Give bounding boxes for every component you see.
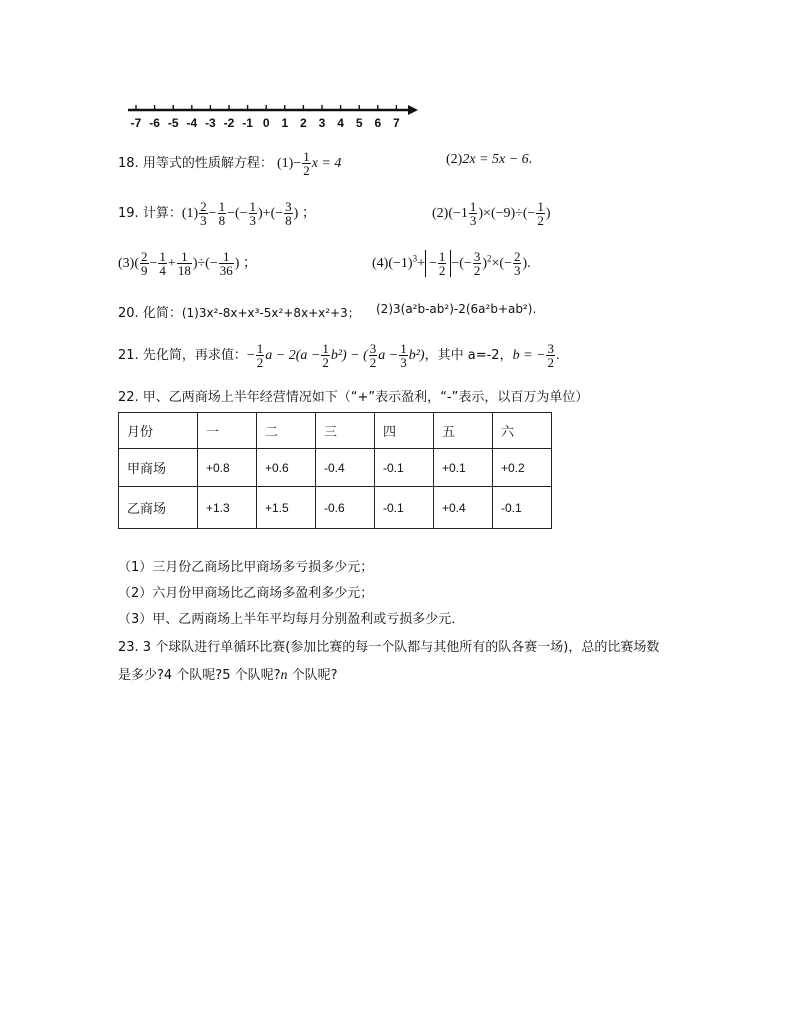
- frac-num: 1: [218, 199, 226, 214]
- q18-frac-num: 1: [303, 149, 310, 164]
- table-cell: +1.5: [257, 487, 316, 529]
- number-line-label: 2: [300, 116, 307, 130]
- question-19-part3: [118, 250, 257, 277]
- number-line-label: 0: [262, 116, 270, 130]
- q20-number: 20.: [118, 306, 139, 321]
- operator: )×(−9)÷(−: [478, 206, 536, 221]
- frac-den: 3: [400, 355, 407, 370]
- frac-den: 8: [218, 213, 226, 228]
- operator: ) ；: [293, 206, 316, 221]
- q18-part1-rest: x = 4: [311, 156, 342, 171]
- number-line-label: -7: [130, 116, 142, 130]
- frac-den: 36: [219, 263, 233, 278]
- table-cell: -0.6: [316, 487, 375, 529]
- frac-num: 2: [141, 249, 148, 264]
- question-18-part2: [446, 152, 532, 168]
- q18-frac-den: 2: [303, 163, 310, 178]
- frac-den: 2: [537, 213, 544, 228]
- frac-den: 2: [438, 263, 446, 278]
- number-line-label: -5: [167, 116, 179, 130]
- frac-num: 2: [513, 249, 521, 264]
- number-line-label: -1: [242, 116, 253, 130]
- q18-fraction: [302, 150, 311, 177]
- q23-variable-n: n: [280, 668, 288, 683]
- operator: −: [208, 206, 217, 221]
- q20-part1: (1)3x²-8x+x³-5x²+8x+x²+3；: [181, 306, 360, 320]
- frac-num: 3: [285, 199, 292, 214]
- number-line: [120, 98, 420, 134]
- q21-condition: ，其中 a=-2，: [424, 348, 513, 363]
- q19-p1-frac-d: [284, 200, 293, 227]
- table-cell: -0.1: [375, 487, 434, 529]
- expression-part: a −: [378, 348, 399, 363]
- question-19-part2: [432, 200, 551, 227]
- operator: )÷(−: [192, 256, 218, 271]
- profit-table: [118, 412, 552, 529]
- table-header-cell: 月份: [119, 413, 198, 449]
- frac-num: 1: [322, 341, 329, 356]
- operator: −: [149, 256, 158, 271]
- q21-frac-a: [256, 342, 265, 369]
- operator: −: [428, 256, 437, 271]
- table-cell: +0.8: [198, 449, 257, 487]
- frac-den: 2: [256, 355, 264, 370]
- table-cell: +0.4: [434, 487, 493, 529]
- q23-line-1: 23. 3 个球队进行单循环比赛(参加比赛的每一个队都与其他所有的队各赛一场)，总的比赛场数: [118, 640, 660, 655]
- question-18: [118, 150, 341, 177]
- q19-prompt: 计算：: [142, 206, 182, 221]
- frac-den: 3: [469, 213, 477, 228]
- power-exponent: 2: [487, 253, 492, 264]
- table-cell: +0.1: [434, 449, 493, 487]
- table-cell: -0.1: [375, 449, 434, 487]
- q21-frac-d: [399, 342, 408, 369]
- frac-num: 1: [469, 199, 477, 214]
- table-row: [119, 449, 552, 487]
- frac-num: 1: [159, 249, 166, 264]
- q21-b-equals: b = −: [512, 348, 546, 363]
- frac-num: 3: [473, 249, 481, 264]
- operator: −: [246, 348, 255, 363]
- q18-part1-minus: −: [293, 156, 302, 171]
- frac-den: 4: [159, 263, 166, 278]
- frac-num: 1: [256, 341, 264, 356]
- frac-num: 1: [181, 249, 188, 264]
- q19-p3-frac-c: [177, 250, 192, 277]
- q21-frac-b: [321, 342, 330, 369]
- table-cell: +0.6: [257, 449, 316, 487]
- question-19-part4: [372, 250, 531, 277]
- operator: (−1: [448, 206, 468, 221]
- frac-num: 1: [249, 199, 257, 214]
- q18-number: 18.: [118, 156, 139, 171]
- number-line-label: -2: [223, 116, 235, 130]
- operator: −(−: [227, 206, 248, 221]
- q19-part1-label: (1): [181, 206, 199, 221]
- frac-den: 8: [285, 213, 292, 228]
- q23-line-2-start: 是多少?4 个队呢?5 个队呢?: [118, 668, 281, 683]
- expression-part: a − 2(a −: [265, 348, 321, 363]
- table-row: [119, 487, 552, 529]
- operator: ).: [522, 256, 531, 271]
- table-cell: +0.2: [493, 449, 552, 487]
- number-line-label: 6: [374, 116, 382, 130]
- question-20: [118, 302, 360, 321]
- power-exponent: 3: [412, 253, 418, 264]
- q21-frac-c: [369, 342, 378, 369]
- expression-part: b²): [408, 348, 425, 363]
- operator: −(−: [451, 256, 472, 271]
- operator: ): [545, 206, 551, 221]
- table-cell: -0.1: [493, 487, 552, 529]
- q21-frac-b-value: [546, 342, 555, 369]
- operator: ×(−: [491, 256, 512, 271]
- absolute-value: [425, 250, 451, 277]
- table-header-cell: 三: [316, 413, 375, 449]
- number-line-label: 5: [355, 116, 363, 130]
- q18-part2-label: (2): [446, 152, 463, 167]
- question-19: [118, 200, 316, 227]
- number-line-label: 3: [318, 116, 326, 130]
- number-line-label: -4: [186, 116, 198, 130]
- frac-den: 2: [322, 355, 329, 370]
- q18-part2-end: .: [528, 152, 533, 167]
- q19-p4-frac-abs: [438, 250, 447, 277]
- number-line-label: -3: [205, 116, 216, 130]
- number-line-label: -6: [149, 116, 160, 130]
- frac-den: 3: [249, 213, 257, 228]
- table-cell: +1.3: [198, 487, 257, 529]
- table-header-cell: 五: [434, 413, 493, 449]
- q19-p1-frac-a: [199, 200, 208, 227]
- frac-den: 2: [547, 355, 554, 370]
- frac-den: 9: [141, 263, 148, 278]
- frac-num: 2: [200, 199, 207, 214]
- table-row-label: 乙商场: [119, 487, 198, 529]
- frac-num: 1: [400, 341, 407, 356]
- frac-den: 3: [200, 213, 207, 228]
- expression-part: b²) − (: [330, 348, 368, 363]
- q19-p3-frac-a: [140, 250, 149, 277]
- operator: .: [555, 348, 560, 363]
- power-base: (−1): [388, 256, 413, 271]
- q20-prompt: 化简：: [142, 306, 182, 321]
- frac-num: 1: [222, 249, 230, 264]
- operator: ) ；: [234, 256, 257, 271]
- frac-den: 2: [473, 263, 481, 278]
- q18-part2-expr: 2x = 5x − 6: [462, 152, 529, 167]
- q22-subquestion-1: （1）三月份乙商场比甲商场多亏损多少元；: [118, 560, 374, 575]
- q19-p1-frac-b: [218, 200, 227, 227]
- q19-part3-label: (3)(: [118, 256, 139, 271]
- frac-num: 3: [369, 341, 377, 356]
- q22-intro: 22. 甲、乙两商场上半年经营情况如下（“+”表示盈利，“-”表示，以百万为单位）: [118, 390, 589, 405]
- q23-line-2-end: 个队呢?: [287, 668, 338, 683]
- table-row-label: 甲商场: [119, 449, 198, 487]
- number-line-label: 4: [337, 116, 344, 130]
- q18-prompt: 用等式的性质解方程：: [142, 156, 273, 171]
- operator: +: [167, 256, 176, 271]
- q23-line-2: [118, 664, 338, 684]
- question-21: [118, 342, 559, 369]
- q19-p2-frac-f: [469, 200, 478, 227]
- frac-num: 1: [438, 249, 446, 264]
- table-header-cell: 二: [257, 413, 316, 449]
- q19-part2-label: (2): [432, 206, 449, 221]
- frac-den: 18: [177, 263, 191, 278]
- table-header-cell: 四: [375, 413, 434, 449]
- q20-part2: (2)3(a²b-ab²)-2(6a²b+ab²).: [376, 302, 537, 316]
- q22-subquestion-3: （3）甲、乙两商场上半年平均每月分别盈利或亏损多少元．: [118, 612, 465, 627]
- q19-p3-frac-b: [158, 250, 167, 277]
- q19-p4-frac-f: [513, 250, 522, 277]
- operator: ): [482, 256, 487, 271]
- table-header-cell: 一: [198, 413, 257, 449]
- q21-prompt: 先化简，再求值：: [142, 348, 247, 363]
- frac-num: 1: [537, 199, 544, 214]
- q21-number: 21.: [118, 348, 139, 363]
- q19-p1-frac-c: [249, 200, 258, 227]
- q18-part1-label: (1): [276, 156, 294, 171]
- q22-subquestion-2: （2）六月份甲商场比乙商场多盈利多少元；: [118, 586, 374, 601]
- table-header-cell: 六: [493, 413, 552, 449]
- frac-den: 2: [369, 355, 377, 370]
- q19-part4-label: (4): [372, 256, 389, 271]
- frac-num: 3: [547, 341, 554, 356]
- q19-p3-frac-d: [219, 250, 234, 277]
- frac-den: 3: [513, 263, 521, 278]
- table-cell: -0.4: [316, 449, 375, 487]
- table-header-row: [119, 413, 552, 449]
- operator: +: [417, 256, 425, 271]
- q19-number: 19.: [118, 206, 139, 221]
- q19-p4-frac-e: [473, 250, 482, 277]
- number-line-label: 7: [393, 116, 400, 130]
- number-line-label: 1: [281, 116, 289, 130]
- operator: )+(−: [258, 206, 284, 221]
- q19-p2-frac-g: [536, 200, 545, 227]
- number-line-arrow-icon: [408, 105, 418, 115]
